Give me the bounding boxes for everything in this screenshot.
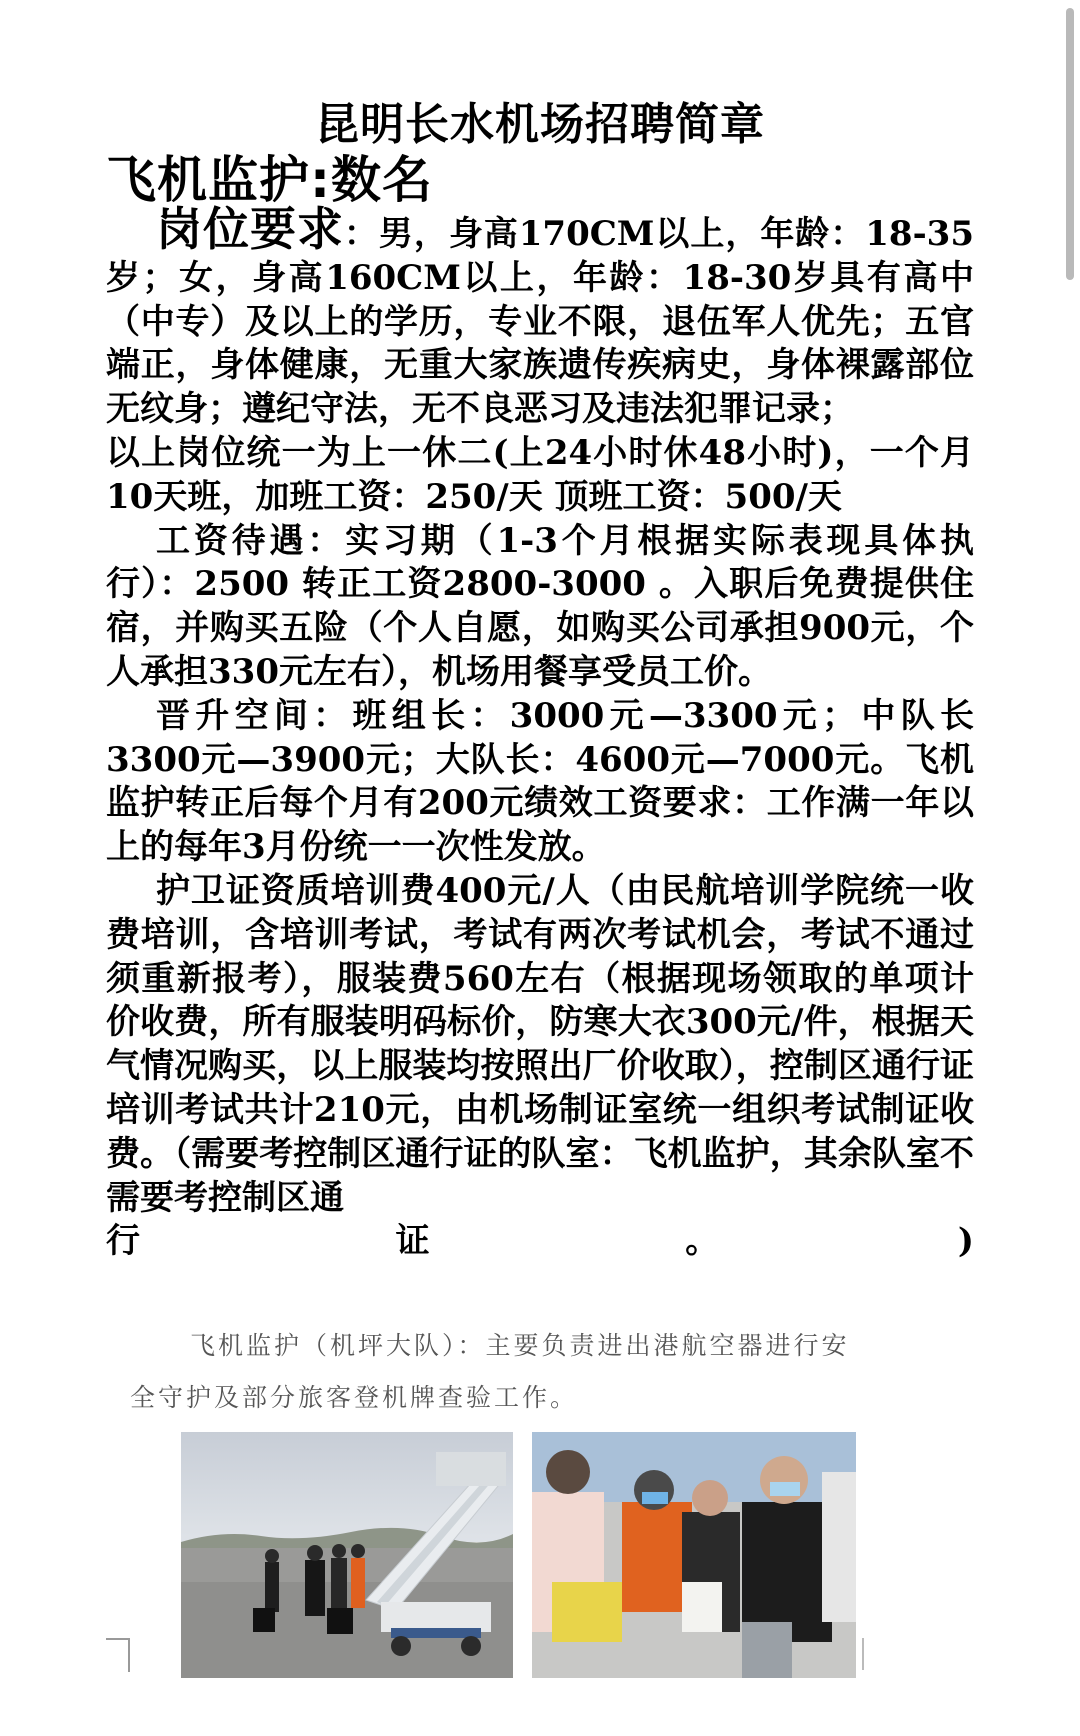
caption-line-1: 飞机监护（机坪大队）：主要负责进出港航空器进行安	[190, 1331, 850, 1360]
salary-paragraph: 工资待遇：实习期（1-3个月根据实际表现具体执行）：2500 转正工资2800-3000 。入职后免费提供住宿，并购买五险（个人自愿，如购买公司承担900元，个人承担330元左右），机场用餐享受员工价。	[106, 520, 974, 692]
photo-caption	[130, 1320, 890, 1424]
requirements-label: 岗位要求	[156, 202, 344, 256]
job-description	[106, 202, 974, 1264]
requirements-text: ：男，身高170CM以上，年龄：18-35岁；女，身高160CM以上，年龄：18-30岁具有高中（中专）及以上的学历，专业不限，退伍军人优先；五官端正，身体健康，无重大家族遗传疾病史，身体裸露部位无纹身；遵纪守法，无不良恶习及违法犯罪记录；	[106, 214, 974, 430]
crop-mark-right	[862, 1638, 864, 1670]
position-heading: 飞机监护:数名	[106, 151, 433, 209]
fees-paragraph: 护卫证资质培训费400元/人（由民航培训学院统一收费培训，含培训考试，考试有两次考试机会，考试不通过须重新报考），服装费560左右（根据现场领取的单项计价收费，所有服装明码标价，防寒大衣300元/件，根据天气情况购买，以上服装均按照出厂价收取），控制区通行证培训考试共计210元，由机场制证室统一组织考试制证收费。（需要考控制区通行证的队室：飞机监护，其余队室不需要考控制区通	[106, 870, 974, 1218]
shift-paragraph: 以上岗位统一为上一休二(上24小时休48小时)，一个月10天班，加班工资：250/天 顶班工资：500/天	[106, 432, 974, 517]
promotion-paragraph: 晋升空间：班组长：3000元—3300元；中队长3300元—3900元；大队长：4600元—7000元。飞机监护转正后每个月有200元绩效工资要求：工作满一年以上的每年3月份统一一次性发放。	[106, 695, 974, 868]
fees-last-line: 行证。)	[106, 1221, 974, 1262]
caption-line-2: 全守护及部分旅客登机牌查验工作。	[130, 1383, 579, 1412]
apron-boarding-illustration	[181, 1432, 513, 1678]
passenger-check-illustration	[532, 1432, 856, 1678]
apron-boarding-photo	[181, 1432, 513, 1678]
requirements-paragraph	[106, 202, 974, 432]
crop-mark-left	[106, 1638, 130, 1672]
passenger-check-photo	[532, 1432, 856, 1678]
page-title: 昆明长水机场招聘简章	[315, 99, 765, 150]
